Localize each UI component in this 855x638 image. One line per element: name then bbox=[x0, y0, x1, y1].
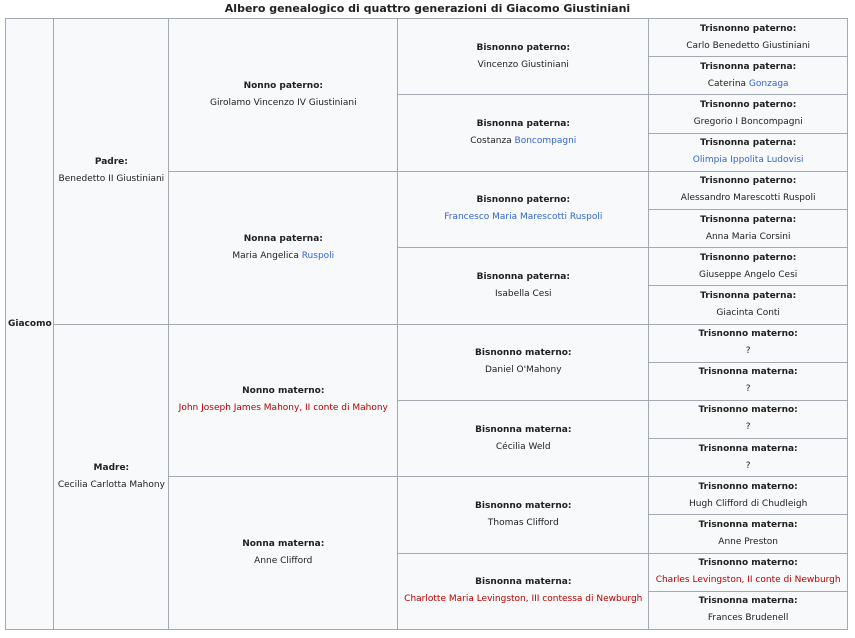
bisnonno-name: Vincenzo Giustiniani bbox=[477, 59, 569, 70]
trisnonno-name: Hugh Clifford di Chudleigh bbox=[689, 498, 808, 509]
trisnonno-label: Trisnonno paterno: bbox=[700, 99, 797, 110]
trisnonno-name: Carlo Benedetto Giustiniani bbox=[686, 40, 811, 51]
trisnonno-cell-1 bbox=[649, 19, 848, 57]
padre-cell bbox=[54, 19, 169, 325]
bisnonno-name: Isabella Cesi bbox=[495, 288, 552, 299]
bisnonno-cell-2 bbox=[398, 95, 649, 171]
trisnonno-cell-15 bbox=[649, 553, 848, 591]
nonno-materno-name-link[interactable]: John Joseph James Mahony, II conte di Mahony bbox=[178, 403, 388, 414]
trisnonno-name: Frances Brudenell bbox=[707, 613, 789, 624]
trisnonno-label: Trisnonno materno: bbox=[698, 558, 798, 569]
trisnonno-name-link[interactable]: Charles Levingston, II conte di Newburgh bbox=[655, 575, 841, 586]
trisnonno-label: Trisnonno paterno: bbox=[700, 23, 797, 34]
bisnonno-cell-4 bbox=[398, 248, 649, 324]
madre-name: Cecilia Carlotta Mahony bbox=[57, 479, 165, 490]
trisnonno-cell-14 bbox=[649, 515, 848, 553]
family-tree-table bbox=[5, 18, 848, 630]
trisnonno-cell-9 bbox=[649, 324, 848, 362]
bisnonno-label: Bisnonno materno: bbox=[475, 348, 572, 359]
bisnonno-name-link[interactable]: Charlotte Maria Levingston, III contessa di Newburgh bbox=[404, 594, 643, 605]
bisnonno-name: Daniel O'Mahony bbox=[484, 365, 562, 376]
trisnonno-label: Trisnonna paterna: bbox=[700, 214, 797, 225]
subject-name: Giacomo bbox=[8, 318, 52, 329]
bisnonno-cell-5 bbox=[398, 324, 649, 400]
trisnonno-label: Trisnonna materna: bbox=[698, 520, 798, 531]
padre-name: Benedetto II Giustiniani bbox=[58, 174, 165, 185]
madre-cell bbox=[54, 324, 169, 630]
trisnonno-label: Trisnonna paterna: bbox=[700, 138, 797, 149]
trisnonno-cell-5 bbox=[649, 171, 848, 209]
nonna-paterna-cell bbox=[169, 171, 398, 324]
nonna-materna-cell bbox=[169, 477, 398, 630]
bisnonno-label: Bisnonna paterna: bbox=[476, 271, 570, 282]
trisnonno-label: Trisnonna materna: bbox=[698, 443, 798, 454]
trisnonno-name-link[interactable]: Gonzaga bbox=[748, 78, 789, 89]
bisnonno-label: Bisnonno materno: bbox=[475, 500, 572, 511]
bisnonno-cell-3 bbox=[398, 171, 649, 247]
nonno-paterno-cell bbox=[169, 19, 398, 172]
trisnonno-name bbox=[651, 76, 845, 93]
bisnonno-cell-8 bbox=[398, 553, 649, 629]
trisnonno-cell-4 bbox=[649, 133, 848, 171]
trisnonno-name: Giacinta Conti bbox=[716, 307, 780, 318]
trisnonno-label: Trisnonno materno: bbox=[698, 329, 798, 340]
nonna-paterna-label: Nonna paterna: bbox=[243, 233, 323, 244]
nonno-materno-cell bbox=[169, 324, 398, 477]
trisnonno-cell-11 bbox=[649, 400, 848, 438]
trisnonno-cell-3 bbox=[649, 95, 848, 133]
trisnonno-name: Anne Preston bbox=[718, 537, 778, 548]
padre-label: Padre: bbox=[94, 157, 128, 168]
nonno-paterno-label: Nonno paterno: bbox=[243, 80, 323, 91]
trisnonno-label: Trisnonna paterna: bbox=[700, 290, 797, 301]
trisnonno-label: Trisnonno paterno: bbox=[700, 252, 797, 263]
trisnonno-cell-13 bbox=[649, 477, 848, 515]
trisnonno-name: Anna Maria Corsini bbox=[705, 231, 791, 242]
bisnonno-name-link[interactable]: Boncompagni bbox=[514, 136, 577, 147]
trisnonno-label: Trisnonno materno: bbox=[698, 481, 798, 492]
bisnonno-label: Bisnonna materna: bbox=[475, 577, 572, 588]
subject-cell bbox=[6, 19, 54, 630]
trisnonno-name: ? bbox=[745, 346, 751, 357]
bisnonno-label: Bisnonna materna: bbox=[475, 424, 572, 435]
trisnonno-name-link[interactable]: Olimpia Ippolita Ludovisi bbox=[692, 155, 804, 166]
nonna-materna-label: Nonna materna: bbox=[242, 539, 325, 550]
bisnonno-label: Bisnonna paterna: bbox=[476, 119, 570, 130]
trisnonno-cell-7 bbox=[649, 248, 848, 286]
trisnonno-cell-6 bbox=[649, 209, 848, 247]
trisnonno-label: Trisnonna paterna: bbox=[700, 61, 797, 72]
trisnonno-cell-10 bbox=[649, 362, 848, 400]
trisnonno-name: Gregorio I Boncompagni bbox=[693, 116, 803, 127]
trisnonno-label: Trisnonna materna: bbox=[698, 367, 798, 378]
nonno-paterno-name: Girolamo Vincenzo IV Giustiniani bbox=[210, 97, 357, 108]
trisnonno-name-part: Caterina bbox=[707, 78, 749, 89]
nonna-paterna-name-link[interactable]: Ruspoli bbox=[301, 250, 335, 261]
trisnonno-label: Trisnonno paterno: bbox=[700, 176, 797, 187]
trisnonno-name: ? bbox=[745, 422, 751, 433]
trisnonno-name: ? bbox=[745, 460, 751, 471]
trisnonno-cell-8 bbox=[649, 286, 848, 324]
nonna-paterna-name-part: Maria Angelica bbox=[232, 250, 302, 261]
bisnonno-name: Thomas Clifford bbox=[487, 517, 559, 528]
bisnonno-name-part: Costanza bbox=[470, 136, 515, 147]
trisnonno-name: Giuseppe Angelo Cesi bbox=[699, 269, 798, 280]
bisnonno-name: Cécilia Weld bbox=[495, 441, 551, 452]
trisnonno-label: Trisnonna materna: bbox=[698, 596, 798, 607]
nonna-paterna-name bbox=[171, 248, 395, 265]
nonno-materno-label: Nonno materno: bbox=[242, 386, 325, 397]
bisnonno-label: Bisnonno paterno: bbox=[476, 42, 571, 53]
bisnonno-cell-1 bbox=[398, 19, 649, 95]
trisnonno-cell-2 bbox=[649, 57, 848, 95]
nonna-materna-name: Anne Clifford bbox=[254, 556, 313, 567]
madre-label: Madre: bbox=[93, 462, 130, 473]
table-caption: Albero genealogico di quattro generazioni di Giacomo Giustiniani bbox=[224, 2, 631, 15]
trisnonno-name: Alessandro Marescotti Ruspoli bbox=[680, 193, 816, 204]
trisnonno-cell-12 bbox=[649, 439, 848, 477]
bisnonno-name bbox=[400, 133, 646, 150]
bisnonno-cell-6 bbox=[398, 400, 649, 476]
bisnonno-name-link[interactable]: Francesco Maria Marescotti Ruspoli bbox=[444, 212, 603, 223]
bisnonno-label: Bisnonno paterno: bbox=[476, 195, 571, 206]
bisnonno-cell-7 bbox=[398, 477, 649, 553]
trisnonno-name: ? bbox=[745, 384, 751, 395]
trisnonno-cell-16 bbox=[649, 591, 848, 629]
trisnonno-label: Trisnonno materno: bbox=[698, 405, 798, 416]
